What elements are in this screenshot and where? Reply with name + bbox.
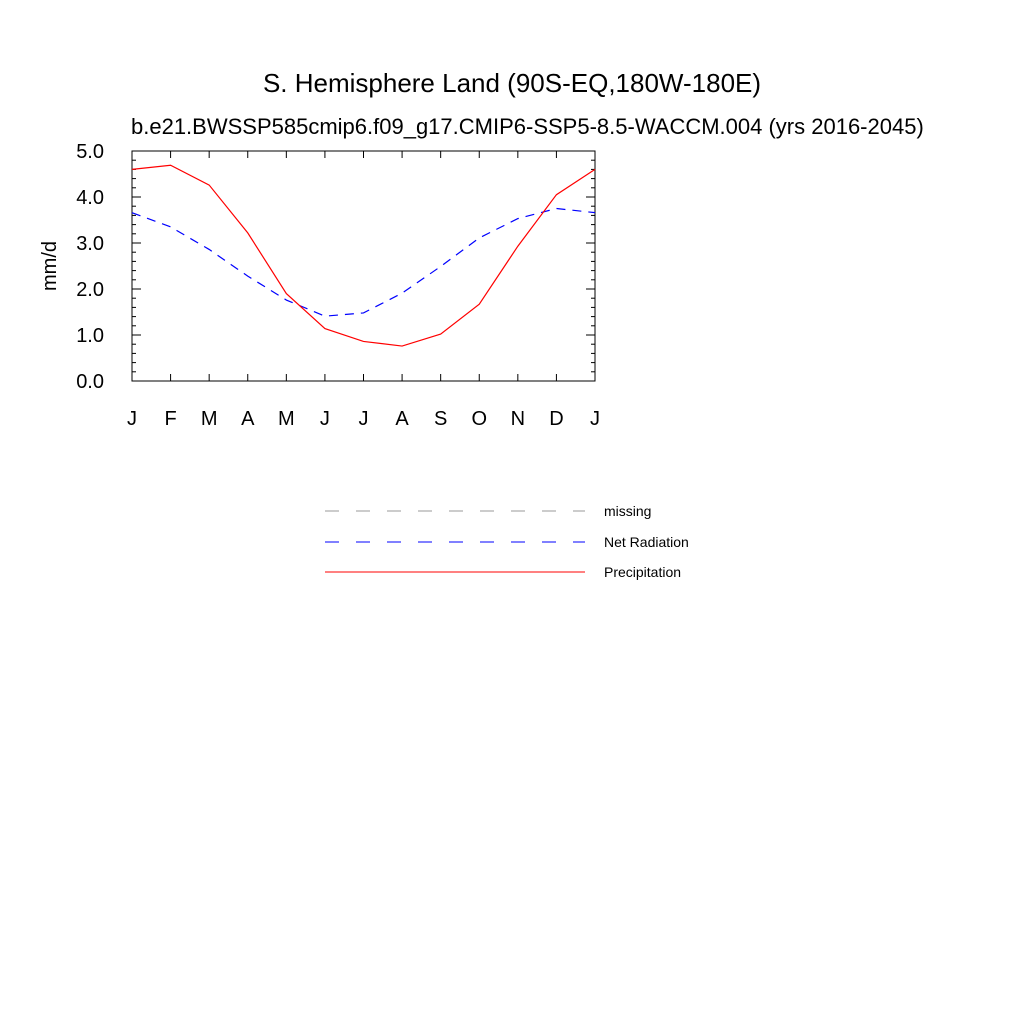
plot-frame (132, 151, 595, 381)
axis-ticks (76, 141, 600, 430)
legend (325, 503, 689, 580)
y-tick-label: 2.0 (76, 279, 104, 301)
y-tick-label: 3.0 (76, 233, 104, 255)
y-tick-label: 0.0 (76, 371, 104, 393)
legend-label: Net Radiation (604, 534, 689, 550)
y-tick-label: 4.0 (76, 187, 104, 209)
x-tick-label: O (471, 408, 488, 430)
y-tick-label: 5.0 (76, 141, 104, 163)
x-tick-label: N (510, 408, 526, 430)
series-line-precipitation (132, 165, 595, 346)
x-tick-label: J (127, 408, 137, 430)
x-tick-label: S (433, 408, 448, 430)
legend-label: missing (604, 503, 652, 519)
series-layer (132, 165, 595, 346)
x-tick-label: J (358, 408, 369, 430)
series-line-net-radiation (132, 209, 595, 317)
chart-title: S. Hemisphere Land (90S-EQ,180W-180E) (262, 68, 762, 98)
legend-label: Precipitation (604, 564, 682, 580)
x-tick-label: A (241, 408, 255, 430)
x-tick-label: M (200, 408, 218, 430)
x-tick-label: M (277, 408, 295, 430)
x-tick-label: J (319, 408, 330, 430)
x-tick-label: J (590, 408, 600, 430)
x-tick-label: D (549, 408, 564, 430)
x-tick-label: A (395, 408, 409, 430)
y-tick-label: 1.0 (76, 325, 104, 347)
chart-subtitle: b.e21.BWSSP585cmip6.f09_g17.CMIP6-SSP5-8.5-WACCM.004 (yrs 2016-2045) (131, 114, 924, 139)
x-tick-label: F (164, 408, 177, 430)
y-axis-label: mm/d (39, 241, 61, 291)
